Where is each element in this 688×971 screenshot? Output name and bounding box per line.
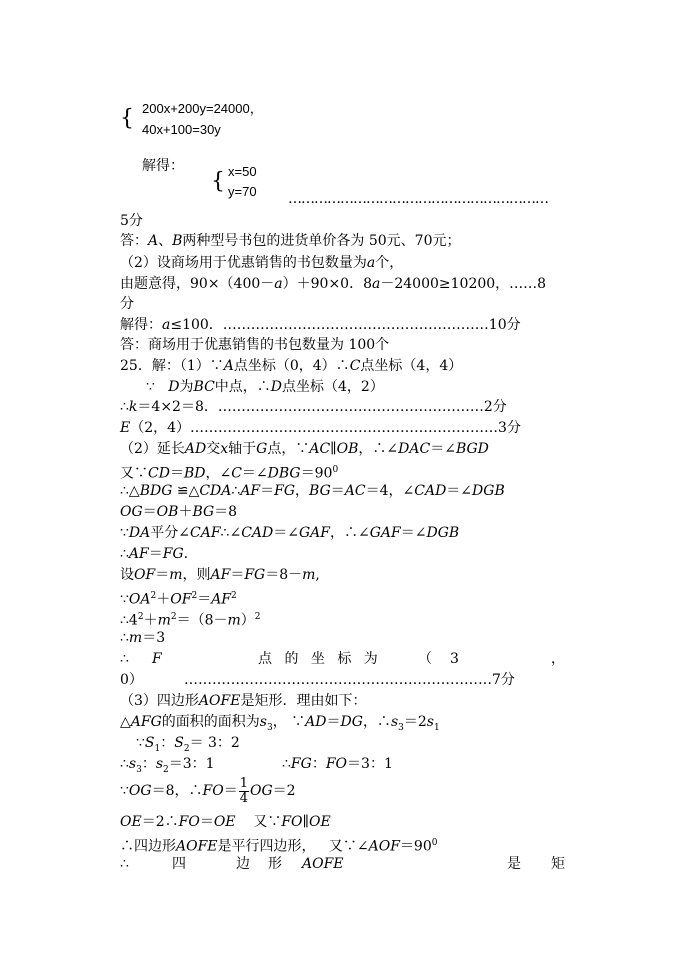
text-line: 解得：a≤100．…………………………………………………10分 <box>120 317 521 333</box>
text-line: 边 <box>236 856 250 872</box>
text-line: 3 <box>450 651 459 667</box>
text-line: 解得： <box>142 158 184 174</box>
solution-line: x=50 <box>228 164 257 179</box>
text-line: 设OF＝m，则AF＝FG＝8－m, <box>120 567 320 583</box>
text-line: OG＝OB＋BG＝8 <box>120 504 238 520</box>
text-line: ∴AF＝FG. <box>120 546 189 562</box>
text-line: ∵OG＝8，∴FO＝ $\frac{1}{4}$ OG＝2 <box>120 775 296 806</box>
text-line: ∴FG：FO＝3：1 <box>282 756 393 772</box>
text-line: 是 <box>507 856 521 872</box>
text-line: $\therefore 4^2+m^2=(8-m)^2$ <box>120 612 261 629</box>
text-line: ∴ <box>120 856 129 872</box>
text-line: 答：A、B两种型号书包的进货单价各为 50元、70元； <box>120 233 461 249</box>
text-line: OE＝2∴FO＝OE 又∵FO∥OE <box>120 814 331 830</box>
text-line: $\because OA^2+OF^2=AF^2$ <box>120 591 237 608</box>
left-brace: { <box>120 106 134 131</box>
left-brace: { <box>211 169 225 194</box>
text-line: 由题意得，90×（400－a）＋90×0．8a－24000≥10200，……8 <box>120 276 547 292</box>
leader-dots: …………………………………………………… <box>288 191 548 207</box>
text-line: ∴ <box>120 651 129 667</box>
text-line: 点 的 坐 标 为 <box>258 651 382 667</box>
text-line: 四 <box>172 856 186 872</box>
text-line: ∴△BDG ≌△CDA∴AF＝FG，BG＝AC＝4，∠CAD＝∠DGB <box>120 483 505 499</box>
text-line: 形 <box>268 856 282 872</box>
text-line: （2）延长AD交x轴于G点，∵AC∥OB，∴∠DAC＝∠BGD <box>120 441 489 457</box>
text-line: 答：商场用于优惠销售的书包数量为 100个 <box>120 337 390 353</box>
text-line: 0） <box>120 672 143 688</box>
text-line: 25．解：（1）∵A点坐标（0，4）∴C点坐标（4，4） <box>120 358 463 374</box>
text-line: ∵ D为BC中点，∴D点坐标（4，2） <box>146 379 384 395</box>
text-line: ， <box>551 651 565 667</box>
solution-line: y=70 <box>228 184 257 199</box>
text-line: ∴k＝4×2＝8．…………………………………………………2分 <box>120 399 507 415</box>
text-line: 5分 <box>120 213 143 229</box>
text-line: $\because S_1$：$S_2= 3$：2 <box>136 735 240 754</box>
text-line: （ <box>418 651 432 667</box>
text-line: ∴四边形AOFE是平行四边形， 又$\because\angle AOF=90^0$ <box>120 838 438 855</box>
text-line: △AFG的面积的面积为$s_3$， ∵AD＝DG，$\therefore s_3=2s_1$ <box>120 714 440 733</box>
text-line: ∵DA平分∠CAF∴∠CAD＝∠GAF，∴∠GAF＝∠DGB <box>120 525 460 541</box>
fraction: $\frac{1}{4}$ <box>239 775 248 806</box>
text-line: E（2，4）…………………………………………………………3分 <box>120 420 521 436</box>
text-line: （2）设商场用于优惠销售的书包数量为a个， <box>120 255 404 271</box>
text-line: ∴m＝3 <box>120 630 166 646</box>
text-line: 分 <box>120 296 134 312</box>
text-line: 又∵CD＝BD，$\angle C=\angle DBG=90^0$ <box>120 465 339 482</box>
text-line: （3）四边形AOFE是矩形．理由如下： <box>120 693 367 709</box>
text-line: AOFE <box>302 856 344 872</box>
equation-line: 40x+100=30y <box>142 122 221 137</box>
text-line: 矩 <box>551 856 565 872</box>
text-line: $\therefore s_3$：$s_2=3$：1 <box>120 756 215 775</box>
text-line: …………………………………………………………7分 <box>184 672 515 688</box>
text-line: F <box>152 651 162 667</box>
equation-line: 200x+200y=24000， <box>142 101 263 116</box>
